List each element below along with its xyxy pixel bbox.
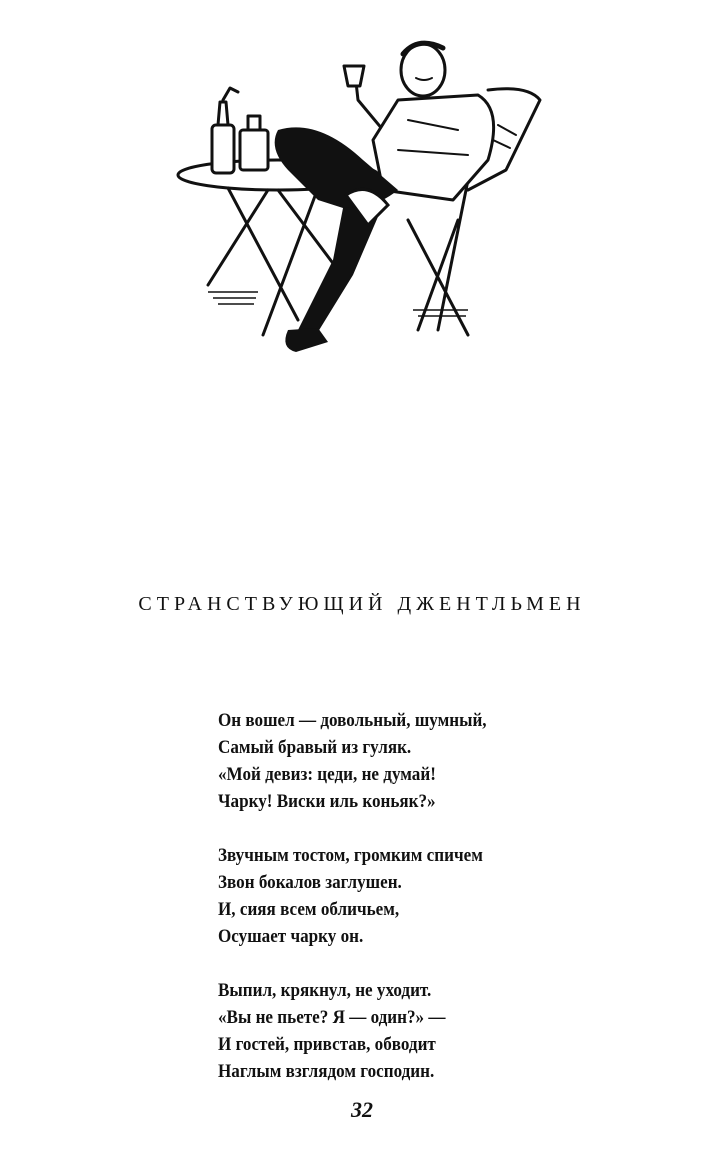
stanza	[218, 842, 596, 950]
flask	[240, 130, 268, 170]
poem-line: «Вы не пьете? Я — один?» —	[218, 1007, 446, 1028]
poem-line: Чарку! Виски иль коньяк?»	[218, 791, 436, 812]
poem-line: Он вошел — довольный, шумный,	[218, 710, 487, 731]
poem-line: Самый бравый из гуляк.	[218, 737, 412, 758]
stanza	[218, 707, 596, 815]
bottle	[212, 125, 234, 173]
man-arm	[356, 82, 383, 130]
poem-title: СТРАНСТВУЮЩИЙ ДЖЕНТЛЬМЕН	[138, 593, 586, 615]
seated-gentleman-illustration	[168, 30, 558, 375]
poem-line: Звон бокалов заглушен.	[218, 872, 402, 893]
poem-line: Выпил, крякнул, не уходит.	[218, 980, 432, 1001]
glass	[344, 66, 364, 86]
man-shoe	[285, 328, 328, 352]
poem-line: И гостей, привстав, обводит	[218, 1034, 436, 1055]
poem-line: Наглым взглядом господин.	[218, 1061, 435, 1082]
poem-body	[218, 707, 596, 1085]
poem-line: И, сияя всем обличьем,	[218, 899, 400, 920]
stanza	[218, 977, 596, 1085]
poem-line: Звучным тостом, громким спичем	[218, 845, 483, 866]
poem-line: Осушает чарку он.	[218, 926, 364, 947]
poem-line: «Мой девиз: цеди, не думай!	[218, 764, 436, 785]
page-number: 32	[351, 1097, 373, 1122]
